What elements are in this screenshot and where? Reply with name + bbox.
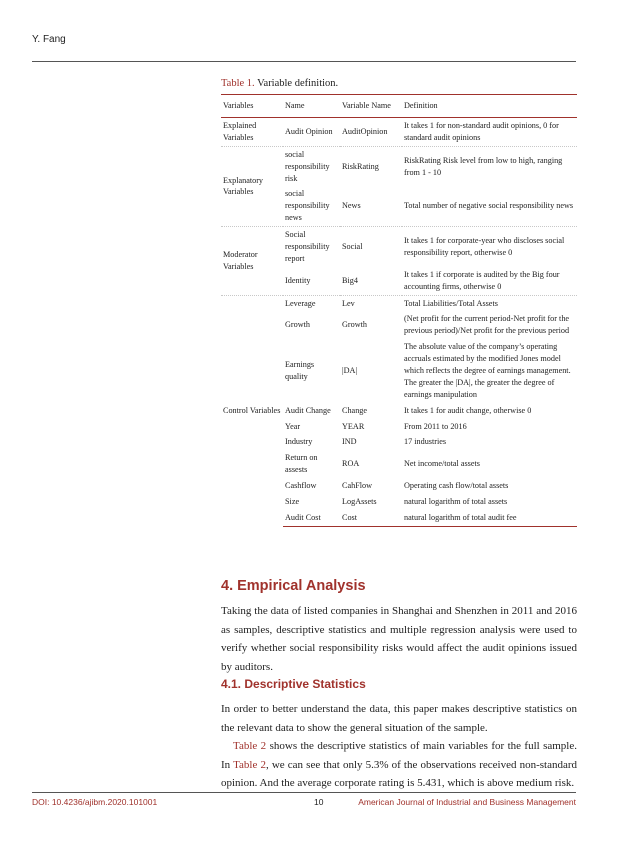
definition-cell: RiskRating Risk level from low to high, ranging from 1 - 10 (402, 146, 577, 186)
subsection-paragraph-2 (221, 737, 577, 793)
name-cell: Industry (285, 437, 313, 447)
category-cell: Moderator Variables (221, 227, 283, 295)
definition-cell: It takes 1 for non-standard audit opinions, 0 for standard audit opinions (402, 118, 577, 147)
definition-cell: It takes 1 if corporate is audited by the Big four accounting firms, otherwise 0 (404, 269, 560, 291)
name-cell: social responsibility risk (283, 146, 340, 186)
table-row (221, 295, 577, 311)
varname-cell: YEAR (342, 421, 365, 431)
name-cell: social responsibility news (285, 189, 330, 223)
name-cell: Size (285, 497, 300, 507)
table-caption (221, 78, 338, 89)
running-header-author: Y. Fang (32, 34, 66, 45)
table-2-link[interactable]: Table 2 (233, 740, 267, 752)
table-title: Variable definition. (257, 78, 339, 89)
varname-cell: CahFlow (342, 481, 373, 491)
footer-doi[interactable]: DOI: 10.4236/ajibm.2020.101001 (32, 797, 158, 807)
variable-definition-table (221, 94, 577, 527)
section-heading: 4. Empirical Analysis (221, 578, 366, 594)
varname-cell: ROA (342, 459, 360, 469)
column-header: Definition (402, 95, 577, 118)
paragraph-text: , we can see that only 5.3% of the observations received non-standard opinion. And the average corporate rating is 5.431, which is above medium risk. (221, 758, 577, 789)
varname-cell: News (342, 201, 361, 211)
subsection-paragraph-1: In order to better understand the data, this paper makes descriptive statistics on the relevant data to show the general situation of the sample. (221, 703, 577, 734)
name-cell: Earnings quality (285, 360, 315, 381)
varname-cell: LogAssets (342, 497, 377, 507)
header-rule (32, 61, 576, 62)
column-header: Name (283, 95, 340, 118)
table-row (221, 227, 577, 267)
varname-cell: Change (342, 405, 368, 415)
varname-cell: RiskRating (340, 146, 402, 186)
name-cell: Cashflow (285, 481, 317, 491)
column-header: Variable Name (340, 95, 402, 118)
table-row (221, 146, 577, 186)
section-paragraph: Taking the data of listed companies in Shanghai and Shenzhen in 2011 and 2016 as samples, descriptive statistics and multiple regression analysis were used to verify whether social responsibility risks would affect the audit opinions issued by auditors. (221, 605, 577, 673)
varname-cell: Lev (340, 295, 402, 311)
definition-cell: Total Liabilities/Total Assets (402, 295, 577, 311)
name-cell: Growth (285, 320, 311, 330)
definition-cell: natural logarithm of total audit fee (402, 510, 577, 526)
category-cell: Control Variables (221, 295, 283, 526)
category-cell: Explained Variables (221, 118, 283, 147)
definition-cell: From 2011 to 2016 (404, 421, 467, 431)
page-number: 10 (314, 797, 324, 807)
definition-cell: (Net profit for the current period-Net profit for the previous period)/Net profit for the previous period (404, 314, 570, 336)
name-cell: Return on assests (285, 453, 318, 475)
column-header: Variables (221, 95, 283, 118)
varname-cell: |DA| (342, 366, 358, 376)
definition-cell: 17 industries (404, 437, 447, 447)
name-cell: Audit Opinion (283, 118, 340, 147)
footer-journal[interactable]: American Journal of Industrial and Business Management (358, 797, 576, 807)
subsection-heading: 4.1. Descriptive Statistics (221, 677, 366, 691)
definition-cell: The absolute value of the company’s operating accruals estimated by the modified Jones model which reflects the degree of earnings management. The greater the |DA|, the greater the degree of earnings manipulation (404, 342, 571, 399)
name-cell: Audit Change (285, 405, 331, 415)
varname-cell: Social (340, 227, 402, 267)
name-cell: Social responsibility report (283, 227, 340, 267)
table-row (221, 118, 577, 147)
table-2-link[interactable]: Table 2 (233, 758, 266, 771)
varname-cell: Big4 (342, 275, 358, 285)
paragraph-text: shows the descriptive statistics of main variables for the full sample. In (221, 740, 577, 771)
footer-rule (32, 792, 576, 793)
name-cell: Leverage (283, 295, 340, 311)
definition-cell: It takes 1 for corporate-year who discloses social responsibility report, otherwise 0 (402, 227, 577, 267)
definition-cell: Total number of negative social responsibility news (404, 201, 574, 211)
varname-cell: AuditOpinion (340, 118, 402, 147)
name-cell: Audit Cost (283, 510, 340, 526)
definition-cell: natural logarithm of total assets (404, 497, 508, 507)
definition-cell: Net income/total assets (404, 459, 480, 469)
definition-cell: It takes 1 for audit change, otherwise 0 (404, 405, 532, 415)
varname-cell: Cost (340, 510, 402, 526)
name-cell: Year (285, 421, 301, 431)
category-cell: Explanatory Variables (221, 146, 283, 226)
table-header-row (221, 95, 577, 118)
varname-cell: Growth (342, 320, 368, 330)
varname-cell: IND (342, 437, 357, 447)
definition-cell: Operating cash flow/total assets (404, 481, 509, 491)
table-label[interactable]: Table 1. (221, 78, 255, 89)
name-cell: Identity (285, 275, 311, 285)
